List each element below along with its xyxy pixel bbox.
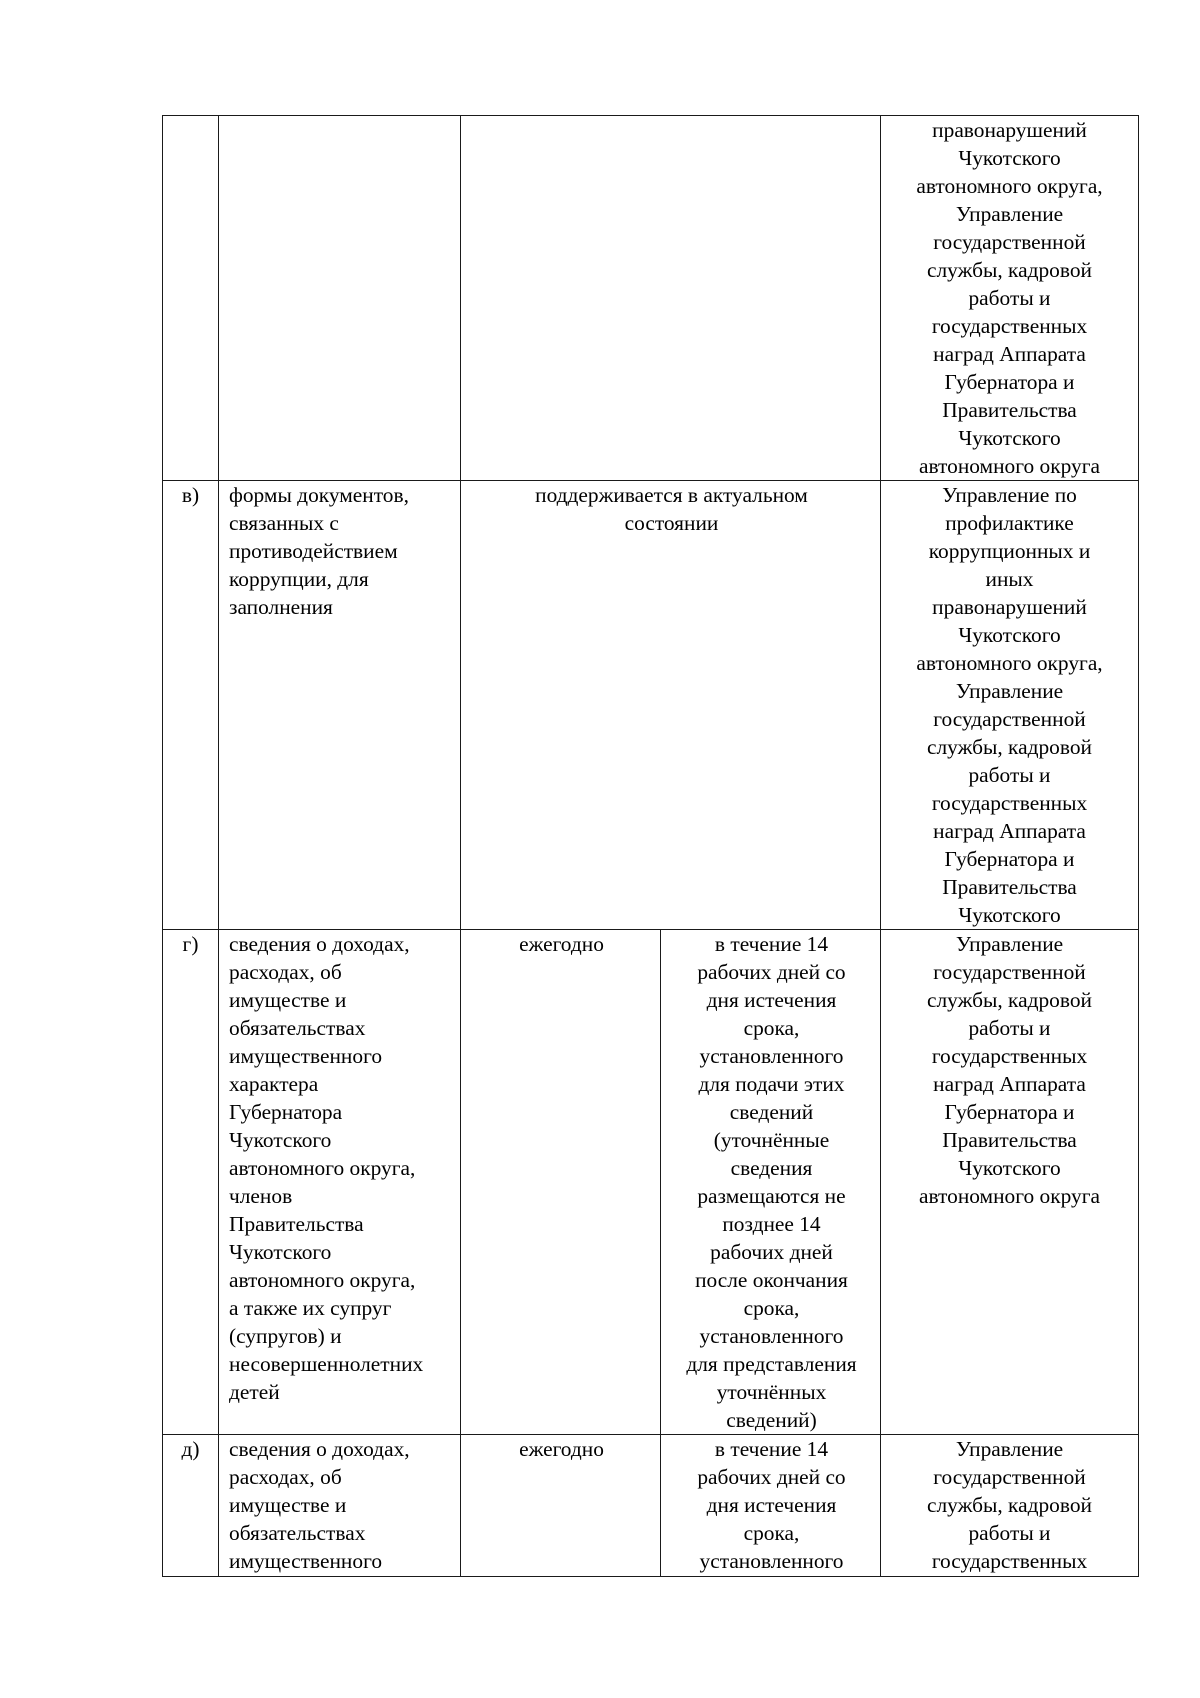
responsible-cell: правонарушений Чукотского автономного округа, Управление государственной службы, кадровой работы и государственных наград Аппарата Губернатора и Правительства Чукотского автономного округа <box>881 116 1139 481</box>
responsible-cell: Управление государственной службы, кадровой работы и государственных наград Аппарата Губернатора и Правительства Чукотского автономного округа <box>881 930 1139 1435</box>
information-table <box>162 115 1139 1577</box>
table-row <box>163 116 1139 481</box>
table-row <box>163 1435 1139 1577</box>
item-description-cell: сведения о доходах, расходах, об имуществе и обязательствах имущественного характера Губернатора Чукотского автономного округа, членов Правительства Чукотского автономного округа, а также их супруг (супругов) и несовершеннолетних детей <box>219 930 461 1435</box>
item-number-cell <box>163 116 219 481</box>
table-row <box>163 930 1139 1435</box>
item-number-cell: в) <box>163 481 219 930</box>
periodicity-merged-cell: поддерживается в актуальном состоянии <box>461 481 881 930</box>
item-number-cell: г) <box>163 930 219 1435</box>
periodicity-cell <box>461 116 881 481</box>
item-number-cell: д) <box>163 1435 219 1577</box>
periodicity-cell: ежегодно <box>461 930 661 1435</box>
deadline-cell: в течение 14 рабочих дней со дня истечения срока, установленного <box>661 1435 881 1577</box>
periodicity-cell: ежегодно <box>461 1435 661 1577</box>
responsible-cell: Управление государственной службы, кадровой работы и государственных <box>881 1435 1139 1577</box>
table-row <box>163 481 1139 930</box>
item-description-cell: формы документов, связанных с противодействием коррупции, для заполнения <box>219 481 461 930</box>
item-description-cell: сведения о доходах, расходах, об имуществе и обязательствах имущественного <box>219 1435 461 1577</box>
responsible-cell: Управление по профилактике коррупционных и иных правонарушений Чукотского автономного округа, Управление государственной службы, кадровой работы и государственных наград Аппарата Губернатора и Правительства Чукотского <box>881 481 1139 930</box>
deadline-cell: в течение 14 рабочих дней со дня истечения срока, установленного для подачи этих сведений (уточнённые сведения размещаются не позднее 14 рабочих дней после окончания срока, установленного для представления уточнённых сведений) <box>661 930 881 1435</box>
item-description-cell <box>219 116 461 481</box>
